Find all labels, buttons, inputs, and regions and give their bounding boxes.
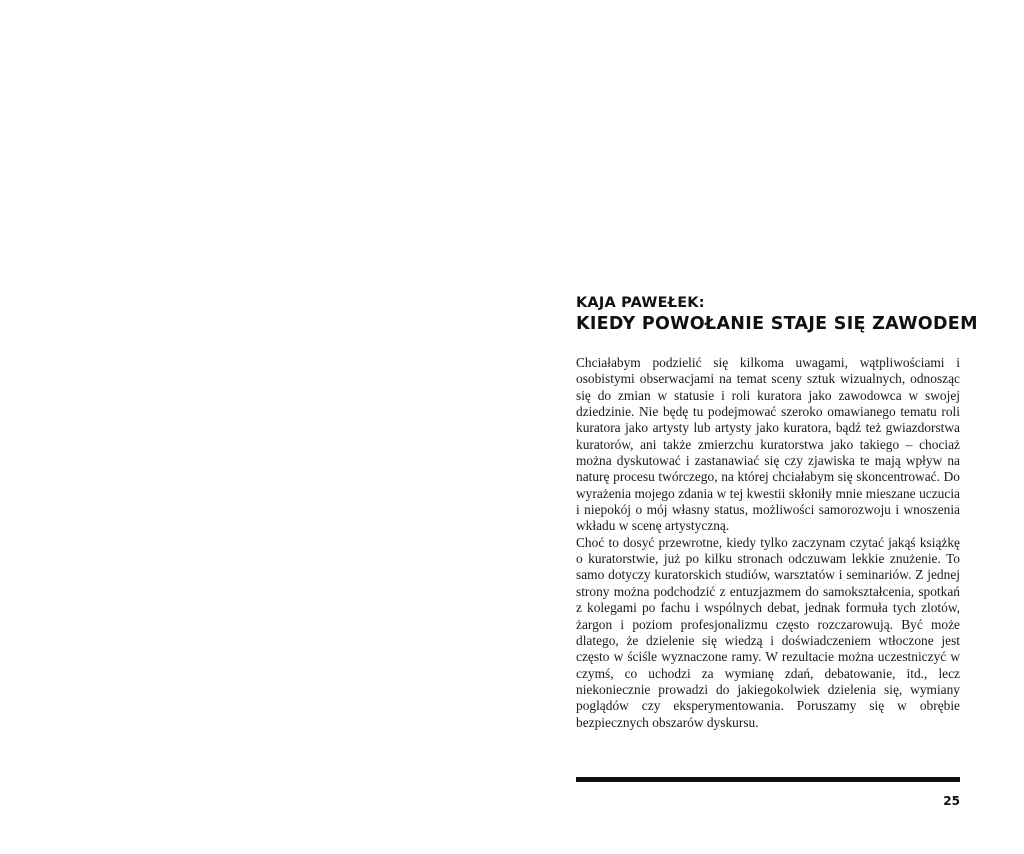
article-author: KAJA PAWEŁEK:: [576, 295, 705, 311]
article: [576, 295, 978, 731]
article-title: KIEDY POWOŁANIE STAJE SIĘ ZAWODEM: [576, 314, 978, 334]
body-paragraph: Choć to dosyć przewrotne, kiedy tylko zaczynam czytać jakąś książkę o kuratorstwie, już po kilku stronach odczuwam lekkie znużenie. To samo dotyczy kuratorskich studiów, warsztatów i seminariów. Z jednej strony można podchodzić z entuzjazmem do samokształcenia, spotkań z kolegami po fachu i wspólnych debat, jednak formuła tych zlotów, żargon i poziom profesjonalizmu często rozczarowują. Być może dlatego, że dzielenie się wiedzą i doświadczeniem wtłoczone jest często w ściśle wyznaczone ramy. W rezultacie można uczestniczyć w czymś, co uchodzi za wymianę zdań, debatowanie, itd., lecz niekoniecznie prowadzi do jakiegokolwiek dzielenia się, wymiany poglądów czy eksperymentowania. Poruszamy się w obrębie bezpiecznych obszarów dyskursu.: [576, 534, 960, 730]
body-paragraph: Chciałabym podzielić się kilkoma uwagami, wątpliwościami i osobistymi obserwacjami na temat sceny sztuk wizualnych, odnosząc się do zmian w statusie i roli kuratora jako zawodowca w swojej dziedzinie. Nie będę tu podejmować szeroko omawianego tematu roli kuratora jako artysty lub artysty jako kuratora, bądź też gwiazdorstwa kuratorów, ani także zmierzchu kuratorstwa jako takiego – chociaż można dyskutować i zastanawiać się czy zjawiska te mają wpływ na naturę procesu twórczego, na której chciałabym się skoncentrować. Do wyrażenia mojego zdania w tej kwestii skłoniły mnie mieszane uczucia i niepokój o mój własny status, możliwości samorozwoju i wnoszenia wkładu w scenę artystyczną.: [576, 355, 960, 534]
page-number: 25: [943, 794, 960, 808]
article-body: [576, 355, 960, 731]
footer-rule: [576, 777, 960, 782]
